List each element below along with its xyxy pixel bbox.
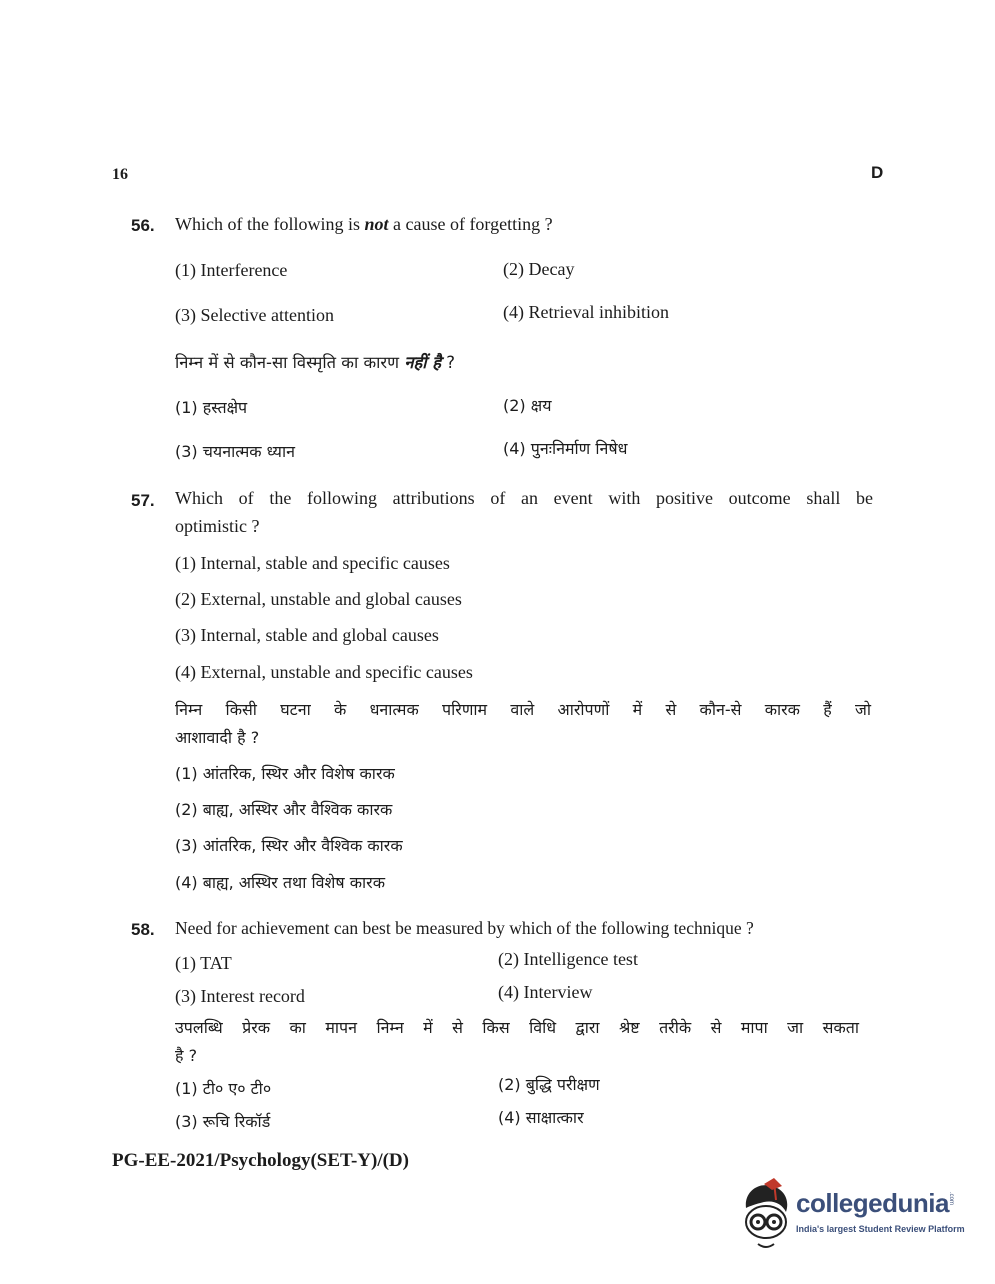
question-58-option-3: (3) Interest record (175, 986, 305, 1006)
question-58-hindi-option-1: (1) टी० ए० टी० (175, 1079, 272, 1098)
brand-domain: .com (948, 1192, 954, 1206)
question-57-number: 57. (131, 491, 155, 510)
question-56-number: 56. (131, 216, 155, 235)
question-57-hindi-line-1: निम्न किसी घटना के धनात्मक परिणाम वाले आरोपणों में से कौन-से कारक हैं जो (175, 700, 871, 719)
question-56-text: Which of the following is not a cause of forgetting ? (175, 214, 553, 234)
brand-tagline: India's largest Student Review Platform (796, 1224, 965, 1234)
question-57-hindi-option-4: (4) बाह्य, अस्थिर तथा विशेष कारक (175, 873, 386, 892)
brand-name: collegedunia (796, 1188, 949, 1218)
question-56-hindi-option-4: (4) पुनःनिर्माण निषेध (503, 439, 628, 458)
question-58-hindi-option-2: (2) बुद्धि परीक्षण (498, 1075, 600, 1094)
question-58-hindi-line-2: है ? (175, 1046, 198, 1065)
question-58-option-4: (4) Interview (498, 982, 593, 1002)
question-57-text-line-1: Which of the following attributions of an event with positive outcome shall be (175, 488, 873, 508)
question-56-hindi-emphasis: नहीं है (404, 353, 442, 372)
question-56-hindi-option-3: (3) चयनात्मक ध्यान (175, 442, 295, 461)
question-56-hindi-option-1: (1) हस्तक्षेप (175, 398, 248, 417)
question-56-emphasis: not (364, 214, 389, 234)
question-58-option-1: (1) TAT (175, 953, 232, 973)
mascot-icon (738, 1178, 794, 1254)
exam-code: PG-EE-2021/Psychology(SET-Y)/(D) (112, 1150, 409, 1171)
question-58-hindi-option-4: (4) साक्षात्कार (498, 1108, 584, 1127)
question-58-option-2: (2) Intelligence test (498, 949, 638, 969)
question-57-option-3: (3) Internal, stable and global causes (175, 625, 439, 645)
page-number: 16 (112, 166, 128, 183)
question-56-option-1: (1) Interference (175, 260, 288, 280)
question-58-number: 58. (131, 920, 155, 939)
question-57-hindi-option-3: (3) आंतरिक, स्थिर और वैश्विक कारक (175, 836, 403, 855)
question-57-hindi-option-2: (2) बाह्य, अस्थिर और वैश्विक कारक (175, 800, 393, 819)
question-58-hindi-option-3: (3) रूचि रिकॉर्ड (175, 1112, 271, 1131)
question-58-hindi-line-1: उपलब्धि प्रेरक का मापन निम्न में से किस विधि द्वारा श्रेष्ट तरीके से मापा जा सकता (175, 1018, 859, 1037)
question-57-option-1: (1) Internal, stable and specific causes (175, 553, 450, 573)
set-code: D (871, 163, 884, 182)
collegedunia-watermark (738, 1178, 968, 1254)
question-57-option-4: (4) External, unstable and specific causes (175, 662, 473, 682)
question-56-option-4: (4) Retrieval inhibition (503, 302, 669, 322)
question-56-option-2: (2) Decay (503, 259, 575, 279)
question-56-hindi-text: निम्न में से कौन-सा विस्मृति का कारण नहीं है ? (175, 353, 456, 372)
question-57-option-2: (2) External, unstable and global causes (175, 589, 462, 609)
question-56-hindi-option-2: (2) क्षय (503, 396, 552, 415)
question-57-hindi-option-1: (1) आंतरिक, स्थिर और विशेष कारक (175, 764, 395, 783)
question-58-text: Need for achievement can best be measured by which of the following technique ? (175, 918, 754, 938)
question-57-text-line-2: optimistic ? (175, 516, 260, 536)
question-57-hindi-line-2: आशावादी है ? (175, 728, 260, 747)
question-56-option-3: (3) Selective attention (175, 305, 334, 325)
